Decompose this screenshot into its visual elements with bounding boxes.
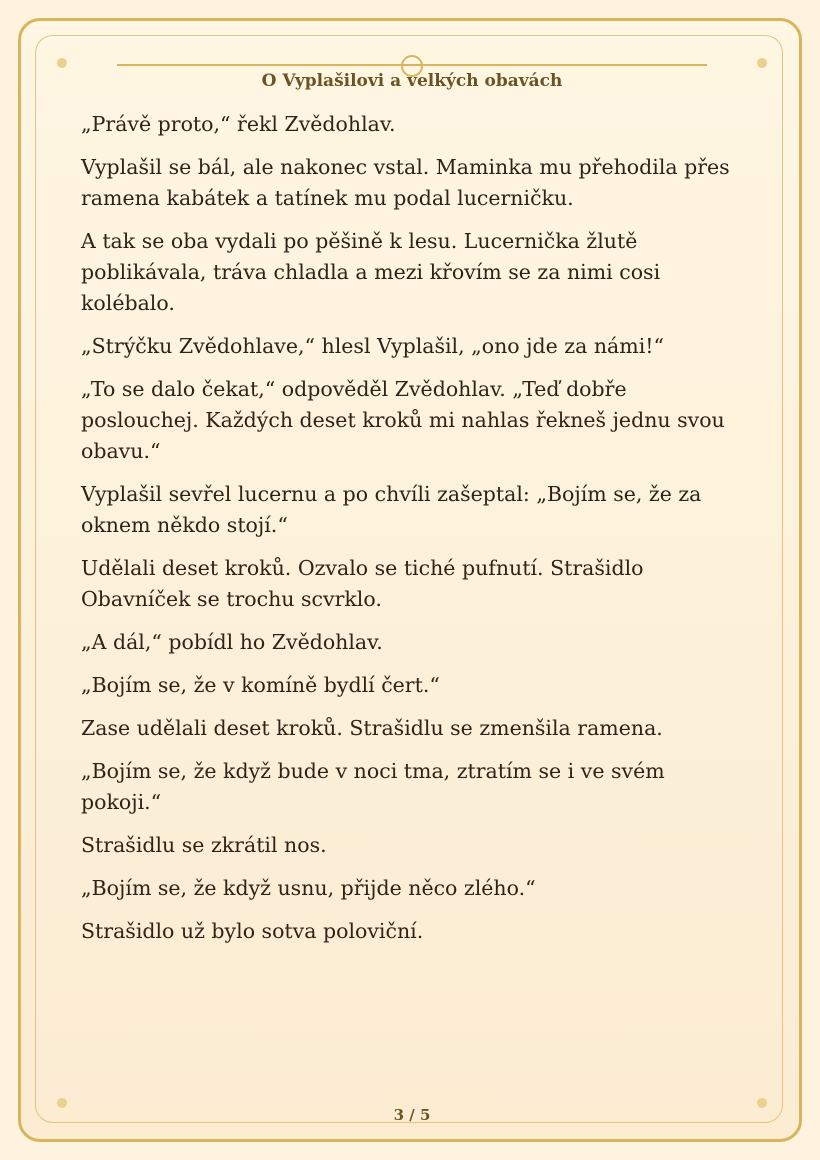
story-paragraph: „Bojím se, že když usnu, přijde něco zlého.“	[81, 876, 536, 900]
story-paragraph: Vyplašil sevřel lucernu a po chvíli zašeptal: „Bojím se, že za oknem někdo stojí.“	[81, 482, 702, 537]
story-text	[81, 109, 741, 959]
page-number: 3 / 5	[393, 1106, 431, 1124]
story-paragraph: „Právě proto,“ řekl Zvědohlav.	[81, 112, 396, 136]
corner-ornament-top-right	[757, 58, 767, 68]
story-paragraph: „To se dalo čekat,“ odpověděl Zvědohlav. „Teď dobře poslouchej. Každých deset kroků mi nahlas řekneš jednu svou obavu.“	[81, 377, 725, 463]
story-paragraph: A tak se oba vydali po pěšině k lesu. Lucernička žlutě poblikávala, tráva chladla a mezi křovím se za nimi cosi kolébalo.	[81, 229, 661, 315]
book-page	[18, 18, 802, 1142]
story-paragraph: Udělali deset kroků. Ozvalo se tiché pufnutí. Strašidlo Obavníček se trochu scvrklo.	[81, 556, 644, 611]
story-paragraph: „Bojím se, že když bude v noci tma, ztratím se i ve svém pokoji.“	[81, 759, 665, 814]
corner-ornament-top-left	[57, 58, 67, 68]
story-paragraph: Zase udělali deset kroků. Strašidlu se zmenšila ramena.	[81, 716, 663, 740]
story-paragraph: Strašidlo už bylo sotva poloviční.	[81, 919, 424, 943]
story-paragraph: Strašidlu se zkrátil nos.	[81, 833, 327, 857]
story-paragraph: „A dál,“ pobídl ho Zvědohlav.	[81, 630, 383, 654]
story-paragraph: „Bojím se, že v komíně bydlí čert.“	[81, 673, 440, 697]
story-paragraph: Vyplašil se bál, ale nakonec vstal. Maminka mu přehodila přes ramena kabátek a tatínek mu podal lucerničku.	[81, 155, 730, 210]
story-paragraph: „Strýčku Zvědohlave,“ hlesl Vyplašil, „ono jde za námi!“	[81, 334, 664, 358]
story-title: O Vyplašilovi a velkých obavách	[261, 71, 563, 91]
